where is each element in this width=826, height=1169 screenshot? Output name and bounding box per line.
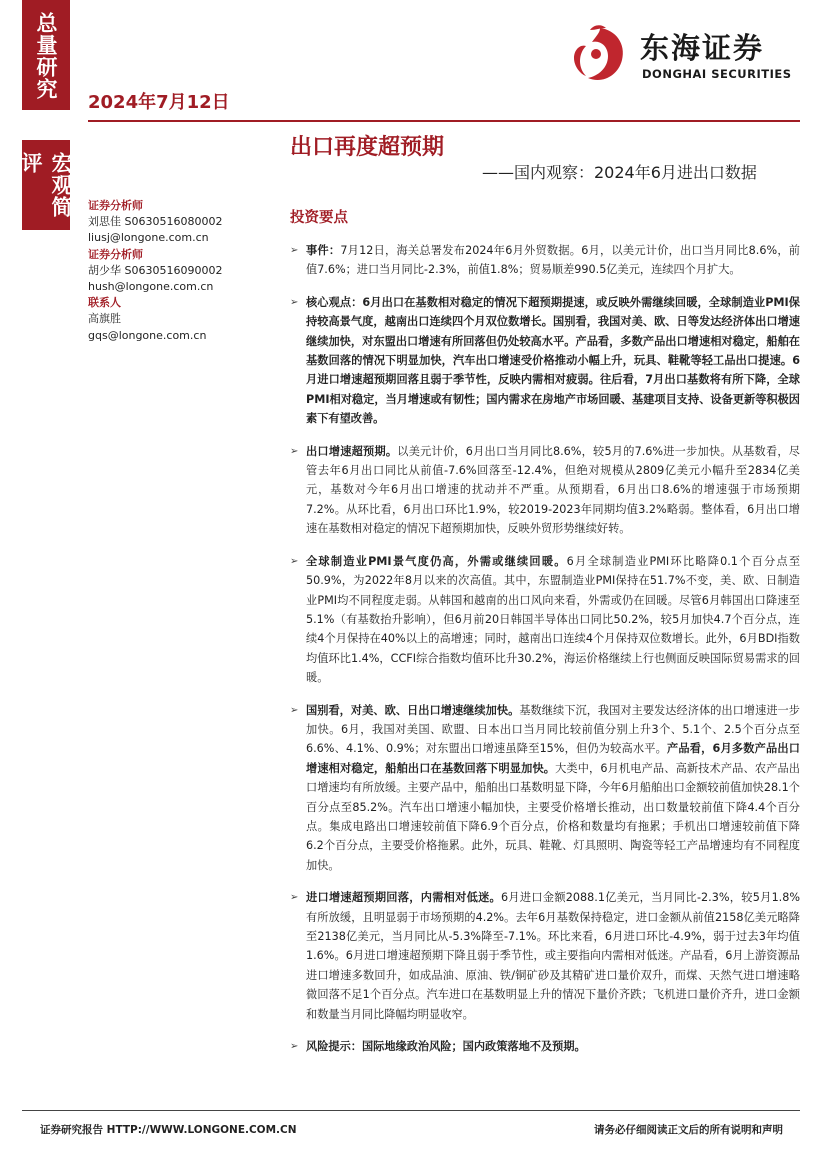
analyst-email: liusj@longone.com.cn: [88, 231, 209, 245]
paragraph-text: 6月进口金额2088.1亿美元，当月同比-2.3%，较5月1.8%有所放缓，且明显弱于市场预期的4.2%。去年6月基数保持稳定，进口金额从前值2158亿美元略降至2138亿美元，当月同比从-5.3%降至-7.1%。环比来看，6月进口环比-4.9%，弱于过去3年均值1.6%。6月进口增速超预期下降且弱于季节性，或主要指向内需相对低迷。产品看，6月上游资源品进口增速多数回升，如成品油、原油、铁/铜矿砂及其精矿进口量价双升，而煤、天然气进口增速略微回落不足1个百分点。汽车进口在基数明显上升的情况下量价齐跌；飞机进口量价齐升，进口金额和数量当月同比降幅均明显收窄。: [306, 891, 800, 1021]
arrow-bullet-icon: ➢: [290, 704, 299, 716]
footer-divider: [22, 1110, 800, 1111]
analyst-label: 证券分析师: [88, 247, 143, 261]
footer-disclaimer: 请务必仔细阅读正文后的所有说明和声明: [594, 1124, 783, 1136]
analyst-label: 证券分析师: [88, 199, 143, 212]
paragraph-core-view: [290, 293, 800, 429]
report-title: 出口再度超预期: [290, 135, 445, 160]
analyst-info: [88, 198, 222, 344]
contact-name: 高旗胜: [88, 312, 121, 326]
paragraph-lead: 出口增速超预期。: [306, 444, 398, 458]
paragraph-lead: 进口增速超预期回落，内需相对低迷。: [306, 891, 502, 905]
sidebar-category-label: 总量研究: [34, 12, 58, 100]
arrow-bullet-icon: ➢: [290, 555, 299, 567]
paragraph-risk: [290, 1037, 800, 1056]
paragraph-text: 6月全球制造业PMI环比略降0.1个百分点至50.9%，为2022年8月以来的次高值。其中，东盟制造业PMI保持在51.7%不变，美、欧、日制造业PMI均不同程度走弱。从韩国和越南的出口风向来看，外需或仍在回暖。尽管6月韩国出口降速至5.1%（有基数抬升影响），但6月前20日韩国半导体出口同比50.2%，较5月加快4.7个百分点，连续4个月保持在40%以上的高增速；同时，越南出口连续4个月保持双位数增长。此外，6月BDI指数均值环比1.4%，CCFI综合指数均值环比升30.2%，海运价格继续上行也侧面反映国际贸易需求的回暖。: [306, 554, 801, 685]
paragraph-lead: 核心观点：: [306, 295, 363, 309]
sidebar-category-tag: [22, 0, 70, 110]
arrow-bullet-icon: ➢: [290, 892, 299, 904]
paragraph-lead: 国别看，对美、欧、日出口增速继续加快。: [306, 703, 520, 717]
contact-email: gqs@longone.com.cn: [88, 328, 207, 342]
paragraph-text: 7月12日，海关总署发布2024年6月外贸数据。6月，以美元计价，出口当月同比8.6%，前值7.6%；进口当月同比-2.3%，前值1.8%；贸易顺差990.5亿美元，连续四个月扩大。: [306, 244, 800, 277]
paragraph-export: [290, 442, 800, 539]
paragraph-event: [290, 241, 800, 280]
analyst-name: 刘思佳 S0630516080002: [88, 215, 223, 229]
analyst-name: 胡少华 S0630516090002: [88, 263, 223, 277]
paragraph-text: 6月出口在基数相对稳定的情况下超预期提速，或反映外需继续回暖，全球制造业PMI保持较高景气度，越南出口连续四个月双位数增长。国别看，我国对美、欧、日等发达经济体出口增速继续加快，对东盟出口增速有所回落但仍处较高水平。产品看，多数产品出口增速相对稳定，船舶在基数回落的情况下明显加快，汽车出口增速受价格推动小幅上升，玩具、鞋靴等轻工品出口提速。6月进口增速超预期回落且弱于季节性，反映内需相对疲弱。往后看，7月出口基数将有所下降，全球PMI相对稳定，当月增速或有韧性；国内需求在房地产市场回暖、基建项目支持、设备更新等积极因素下有望改善。: [306, 295, 800, 426]
contact-label: 联系人: [88, 296, 121, 310]
arrow-bullet-icon: ➢: [290, 296, 299, 308]
section-heading: 投资要点: [290, 210, 348, 226]
sidebar-type-tag: [19, 140, 73, 230]
footer-website: 证券研究报告 HTTP://WWW.LONGONE.COM.CN: [40, 1124, 297, 1136]
paragraph-lead-secondary: 产品看，6月多数产品出口增速相对稳定，船舶出口在基数回落下明显加快。: [306, 742, 800, 775]
dragon-logo-icon: [568, 22, 632, 92]
paragraph-country-product: [290, 701, 800, 876]
paragraph-text: 国际地缘政治风险；国内政策落地不及预期。: [361, 1040, 586, 1054]
paragraph-lead: 风险提示：: [306, 1040, 362, 1054]
paragraph-text: 基数继续下沉，我国对主要发达经济体的出口增速进一步加快。6月，我国对美国、欧盟、日本出口当月同比较前值分别上升3个、5.1个、2.5个百分点至6.6%、4.1%、0.9%；对东盟出口增速虽降至15%，但仍为较高水平。: [306, 703, 800, 756]
header-divider: [88, 120, 800, 122]
key-points: [290, 241, 800, 1069]
arrow-bullet-icon: ➢: [290, 445, 299, 457]
paragraph-global-pmi: [290, 552, 800, 688]
report-date: 2024年7月12日: [88, 92, 230, 113]
analyst-email: hush@longone.com.cn: [88, 280, 214, 294]
arrow-bullet-icon: ➢: [290, 245, 299, 256]
paragraph-text: 以美元计价，6月出口当月同比8.6%，较5月的7.6%进一步加快。从基数看，尽管去年6月出口同比从前值-7.6%回落至-12.4%，但绝对规模从2809亿美元小幅升至2834亿美元，基数对今年6月出口增速的扰动并不严重。从预期看，6月出口8.6%的增速强于市场预期7.2%。从环比看，6月出口环比1.9%，较2019-2023年同期均值3.2%略弱。整体看，6月出口增速在基数相对稳定的情况下超预期加快，反映外贸形势继续好转。: [306, 444, 800, 536]
report-subtitle: ——国内观察：2024年6月进出口数据: [482, 163, 757, 182]
logo-chinese-name: 东海证券: [640, 31, 765, 65]
company-logo: [568, 22, 798, 92]
paragraph-text-secondary: 大类中，6月机电产品、高新技术产品、农产品出口增速均有所放缓。主要产品中，船舶出口基数明显下降，今年6月船舶出口金额较前值加快28.1个百分点至85.2%。汽车出口增速小幅加快，主要受价格增长推动，出口数量较前值下降4.4个百分点。集成电路出口增速较前值下降6.9个百分点，价格和数量均有拖累；手机出口增速较前值下降6.2个百分点，主要受价格拖累。此外，玩具、鞋靴、灯具照明、陶瓷等轻工产品增速均有不同程度加快。: [306, 761, 800, 872]
sidebar-type-label: 宏观简评: [19, 152, 73, 218]
paragraph-import: [290, 888, 800, 1024]
paragraph-lead: 事件：: [306, 244, 341, 257]
logo-english-name: DONGHAI SECURITIES: [642, 67, 792, 81]
arrow-bullet-icon: ➢: [290, 1041, 299, 1053]
paragraph-lead: 全球制造业PMI景气度仍高，外需或继续回暖。: [306, 554, 567, 568]
